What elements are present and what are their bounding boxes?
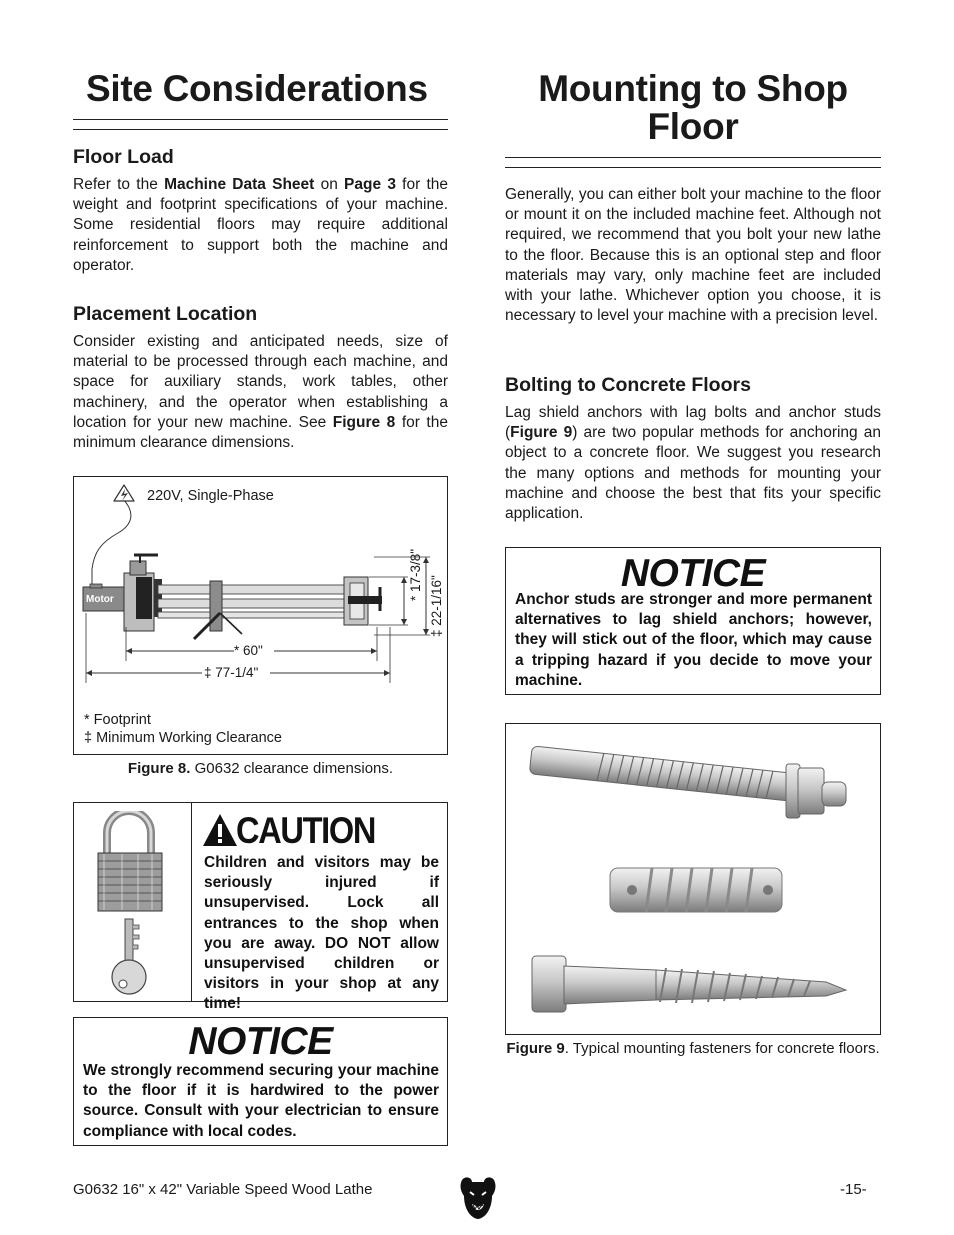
placement-location-heading: Placement Location: [73, 303, 258, 325]
notice-body: Anchor studs are stronger and more permanent alternatives to lag shield anchors; however, they will stick out of the floor, which may cause a tripping hazard if you decide to move your machine.: [515, 591, 872, 689]
electrical-hazard-icon: [114, 485, 134, 501]
footprint-legend: * Footprint: [84, 712, 151, 728]
clearance-length-label: ‡ 77-1/4": [204, 665, 259, 680]
title-rule: [505, 167, 881, 168]
motor-label: Motor: [86, 594, 114, 605]
page-number: -15-: [840, 1181, 867, 1198]
notice-box-anchor-studs: [505, 547, 881, 695]
bolting-heading: Bolting to Concrete Floors: [505, 374, 751, 396]
mounting-fasteners-illustration: [506, 724, 880, 1034]
floor-load-heading: Floor Load: [73, 146, 174, 168]
clearance-legend: ‡ Minimum Working Clearance: [84, 730, 282, 746]
figure-9-photo: [505, 723, 881, 1035]
footprint-length-label: * 60": [234, 643, 263, 658]
padlock-and-key-icon: [92, 811, 170, 997]
clearance-width-label: ‡ 22-1/16": [429, 575, 444, 637]
right-page-title-line1: Mounting to Shop: [538, 68, 848, 109]
notice-body: We strongly recommend securing your machine to the floor if it is hardwired to the power source. Consult with your electrician to ensure compliance with local codes.: [83, 1062, 439, 1140]
right-page-title-line2: Floor: [647, 106, 739, 147]
placement-location-text: Consider existing and anticipated needs, size of material to be processed through each machine, and space for auxiliary stands, work tables, other machinery, and the operator when establishing a location for your new machine. See Figure 8 for the minimum clearance dimensions.: [73, 333, 448, 452]
lag-bolt-icon: [532, 956, 846, 1012]
grizzly-bear-logo-icon: [458, 1174, 498, 1220]
title-rule: [505, 157, 881, 158]
anchor-stud-icon: [529, 746, 846, 818]
figure-8-diagram: [73, 476, 448, 755]
floor-load-text: Refer to the Machine Data Sheet on Page 3 for the weight and footprint specifications of your machine. Some residential floors may require additional reinforcement to support both the machine and operator.: [73, 176, 449, 274]
warning-triangle-icon: [202, 812, 238, 848]
notice-title: NOTICE: [188, 1020, 333, 1063]
caution-body: Children and visitors may be seriously injured if unsupervised. Lock all entrances to the shop when you are away. DO NOT allow unsupervised children or visitors in your shop at any time!: [204, 854, 439, 1013]
bolting-text: Lag shield anchors with lag bolts and anchor studs (Figure 9) are two popular methods for anchoring an object to a concrete floor. We suggest you research the many options and methods for mounting your machine and choose the best that fits your specific application.: [505, 404, 881, 523]
title-rule: [73, 129, 448, 130]
caution-box: [73, 802, 448, 1013]
power-supply-label: 220V, Single-Phase: [147, 488, 274, 504]
mounting-intro-text: Generally, you can either bolt your machine to the floor or mount it on the included machine feet. Although not required, we recommend that you bolt your new lathe to the floor. Because this is an optional step and floor materials may vary, only machine feet are included with your lathe. Whichever option you choose, it is necessary to level your machine with a precision level.: [505, 186, 881, 325]
footer-model-text: G0632 16" x 42" Variable Speed Wood Lathe: [73, 1181, 373, 1198]
footprint-width-label: * 17-3/8": [408, 548, 423, 601]
notice-title: NOTICE: [620, 552, 766, 595]
figure-9-caption: Figure 9. Typical mounting fasteners for concrete floors.: [506, 1040, 880, 1057]
figure-8-caption: Figure 8. G0632 clearance dimensions.: [127, 760, 394, 777]
left-page-title: Site Considerations: [86, 68, 428, 109]
caution-title: CAUTION: [236, 810, 376, 851]
notice-box-hardwired: [73, 1017, 448, 1146]
lag-shield-icon: [610, 868, 782, 912]
title-rule: [73, 119, 448, 120]
caution-divider: [191, 803, 192, 1001]
